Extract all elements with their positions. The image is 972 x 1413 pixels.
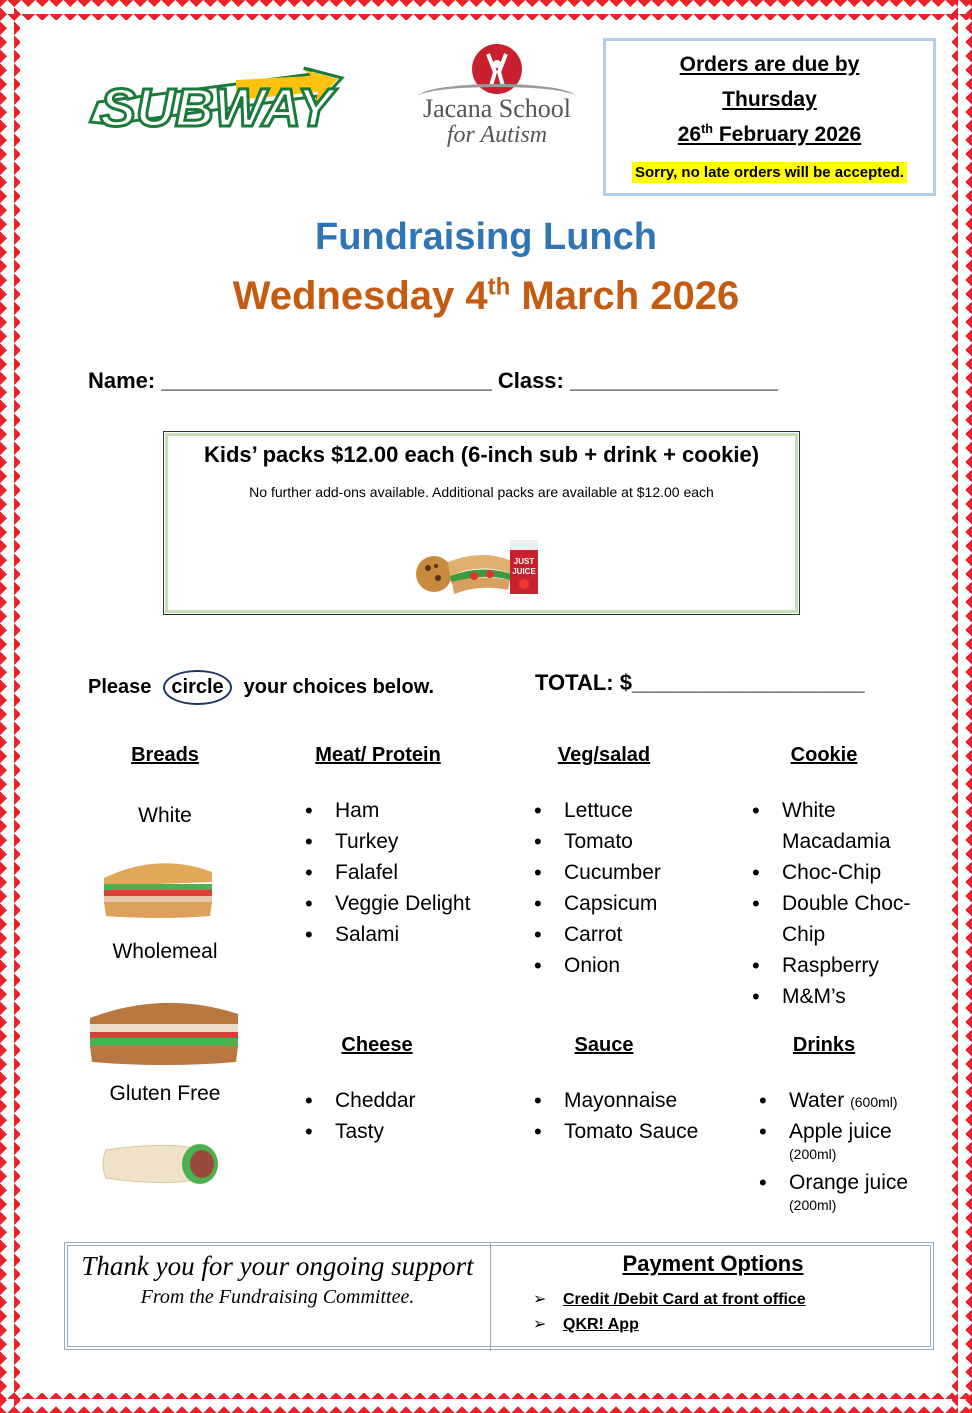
class-label: Class: (491, 368, 570, 393)
list-item[interactable]: • Ham (305, 795, 495, 826)
name-field[interactable]: ___________________________ (161, 368, 492, 393)
sauce-list (534, 1085, 734, 1147)
class-field[interactable]: _________________ (569, 368, 778, 393)
list-item[interactable]: • Capsicum (534, 888, 724, 919)
white-bread-image (100, 852, 216, 920)
veg-heading: Veg/salad (557, 744, 651, 766)
list-item[interactable]: • Carrot (534, 919, 724, 950)
bread-option-gluten-free[interactable]: Gluten Free (109, 1082, 221, 1105)
list-item[interactable]: • Raspberry (752, 950, 928, 981)
border-right (952, 0, 972, 1413)
border-bottom (0, 1393, 972, 1413)
payment-heading: Payment Options (622, 1251, 804, 1276)
total-label: TOTAL: $ (535, 670, 632, 695)
kids-pack-note: No further add-ons available. Additional packs are available at $12.00 each (249, 484, 714, 500)
due-date-box (603, 38, 936, 196)
svg-text:JUICE: JUICE (512, 567, 536, 576)
list-item[interactable]: • Tasty (305, 1116, 495, 1147)
kids-pack-heading: Kids’ packs $12.00 each (6-inch sub + drink + cookie) (203, 442, 760, 467)
bread-option-wholemeal[interactable]: Wholemeal (112, 940, 218, 963)
list-item[interactable]: • Mayonnaise (534, 1085, 734, 1116)
list-item[interactable]: • Salami (305, 919, 495, 950)
payment-option-qkr: ➢ QKR! App (533, 1312, 935, 1337)
meat-list (305, 795, 495, 950)
list-item[interactable]: • Double Choc-Chip (752, 888, 928, 950)
please-text: Please (88, 676, 152, 698)
circle-word: circle (163, 670, 231, 705)
cookie-heading: Cookie (790, 744, 858, 766)
total-line (535, 670, 864, 696)
list-item[interactable]: • Cucumber (534, 857, 724, 888)
list-item[interactable]: • Orange juice (200ml) (759, 1169, 939, 1214)
page-title: Fundraising Lunch (315, 216, 657, 258)
name-label: Name: (88, 368, 162, 393)
kids-pack-box (163, 431, 800, 615)
school-logo (412, 44, 582, 164)
list-item[interactable]: • Water (600ml) (759, 1085, 939, 1118)
due-line1: Orders are due by (679, 53, 860, 76)
payment-section (491, 1243, 935, 1351)
drinks-list (759, 1085, 939, 1214)
bread-option-white[interactable]: White (138, 804, 192, 827)
list-item[interactable]: • Turkey (305, 826, 495, 857)
border-top (0, 0, 972, 20)
arrow-icon: ➢ (533, 1291, 547, 1308)
veg-list (534, 795, 724, 981)
late-notice: Sorry, no late orders will be accepted. (632, 162, 907, 183)
list-item[interactable]: • Tomato Sauce (534, 1116, 734, 1147)
wholemeal-bread-image (86, 990, 242, 1066)
footer-box (64, 1242, 934, 1350)
choices-text: your choices below. (243, 676, 435, 698)
list-item[interactable]: • Apple juice (200ml) (759, 1118, 939, 1163)
kids-pack-image (414, 532, 544, 598)
from-committee-text: From the Fundraising Committee. (140, 1286, 415, 1308)
cookie-list (752, 795, 928, 1012)
due-line2: Thursday (722, 88, 817, 111)
school-name-line2: for Autism (446, 122, 548, 148)
drinks-heading: Drinks (792, 1034, 856, 1056)
list-item[interactable]: • Choc-Chip (752, 857, 928, 888)
list-item[interactable]: • M&M’s (752, 981, 928, 1012)
thanks-section (65, 1243, 491, 1351)
list-item[interactable]: • Lettuce (534, 795, 724, 826)
name-class-line (88, 368, 778, 394)
thanks-text: Thank you for your ongoing support (81, 1251, 474, 1281)
border-left (0, 0, 20, 1413)
payment-list (533, 1287, 935, 1337)
sauce-heading: Sauce (574, 1034, 634, 1056)
cheese-heading: Cheese (341, 1034, 413, 1056)
event-date: Wednesday 4th March 2026 (232, 273, 740, 318)
subway-logo (86, 66, 346, 144)
subway-text-sub: SUBWAY (100, 78, 334, 138)
payment-option-card: ➢ Credit /Debit Card at front office (533, 1287, 935, 1312)
due-date: 26th February 2026 (677, 122, 862, 146)
arrow-icon: ➢ (533, 1316, 547, 1333)
list-item[interactable]: • Onion (534, 950, 724, 981)
breads-heading: Breads (131, 744, 199, 766)
total-field[interactable]: ___________________ (631, 670, 865, 695)
list-item[interactable]: • White Macadamia (752, 795, 928, 857)
school-name-line1: Jacana School (422, 94, 571, 123)
svg-text:JUST: JUST (513, 557, 535, 566)
instructions-line (88, 670, 434, 705)
list-item[interactable]: • Cheddar (305, 1085, 495, 1116)
list-item[interactable]: • Falafel (305, 857, 495, 888)
list-item[interactable]: • Tomato (534, 826, 724, 857)
cheese-list (305, 1085, 495, 1147)
meat-heading: Meat/ Protein (315, 744, 441, 766)
gluten-free-wrap-image (100, 1132, 228, 1194)
list-item[interactable]: • Veggie Delight (305, 888, 495, 919)
